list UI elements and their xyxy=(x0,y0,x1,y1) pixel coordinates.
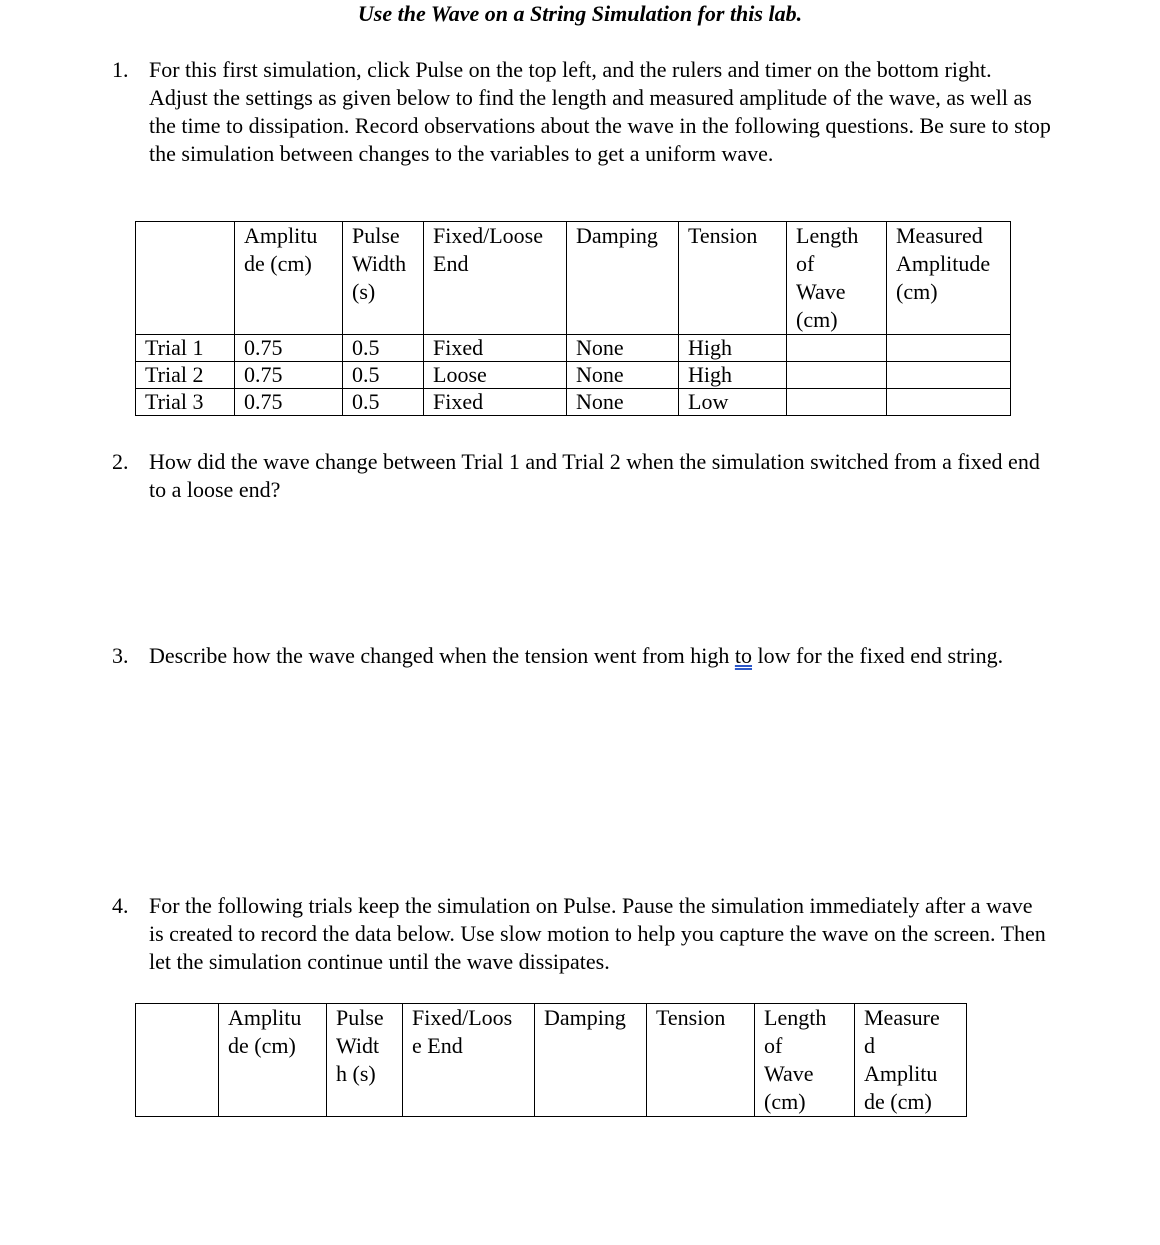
table-cell: 0.75 xyxy=(235,335,343,362)
header-cell: Amplitu de (cm) xyxy=(235,222,343,335)
table-cell[interactable] xyxy=(787,362,887,389)
header-cell: Measured Amplitude (cm) xyxy=(887,222,1011,335)
header-cell: Length of Wave (cm) xyxy=(787,222,887,335)
table-row xyxy=(136,389,1011,416)
table-cell: None xyxy=(567,335,679,362)
header-cell: Pulse Width (s) xyxy=(343,222,424,335)
question-number: 4. xyxy=(112,893,129,918)
row-label: Trial 2 xyxy=(136,362,235,389)
header-cell: Fixed/Loos e End xyxy=(403,1004,535,1117)
row-label: Trial 1 xyxy=(136,335,235,362)
table-cell[interactable] xyxy=(787,389,887,416)
table-cell: 0.5 xyxy=(343,362,424,389)
question-number: 3. xyxy=(112,643,129,668)
table-cell: 0.75 xyxy=(235,389,343,416)
table-cell: Fixed xyxy=(424,389,567,416)
question-number: 1. xyxy=(112,57,129,82)
question-4 xyxy=(112,892,1052,976)
table-cell[interactable] xyxy=(887,389,1011,416)
table-cell[interactable] xyxy=(787,335,887,362)
header-cell: Measure d Amplitu de (cm) xyxy=(855,1004,967,1117)
table-header-row xyxy=(136,222,1011,335)
table-cell: Loose xyxy=(424,362,567,389)
table-cell: 0.5 xyxy=(343,389,424,416)
table-cell: 0.75 xyxy=(235,362,343,389)
question-text-part: Describe how the wave changed when the tension went from high xyxy=(149,643,735,668)
page-title: Use the Wave on a String Simulation for this lab. xyxy=(357,1,803,26)
question-3 xyxy=(112,642,1052,670)
header-cell: Damping xyxy=(535,1004,647,1117)
question-number: 2. xyxy=(112,449,129,474)
table-cell: None xyxy=(567,389,679,416)
table-cell[interactable] xyxy=(887,362,1011,389)
question-text: For the following trials keep the simulation on Pulse. Pause the simulation immediately after a wave is created to record the data below. Use slow motion to help you capture the wave on the screen. Then let the simulation continue until the wave dissipates. xyxy=(149,893,1046,974)
row-label: Trial 3 xyxy=(136,389,235,416)
header-cell xyxy=(136,222,235,335)
header-cell: Amplitu de (cm) xyxy=(219,1004,327,1117)
table-cell: 0.5 xyxy=(343,335,424,362)
question-text-part: low for the fixed end string. xyxy=(752,643,1004,668)
header-cell: Damping xyxy=(567,222,679,335)
table-cell: None xyxy=(567,362,679,389)
table-row xyxy=(136,335,1011,362)
table-cell: Low xyxy=(679,389,787,416)
header-cell: Pulse Widt h (s) xyxy=(327,1004,403,1117)
table-header-row xyxy=(136,1004,967,1117)
header-cell: Tension xyxy=(679,222,787,335)
question-text: For this first simulation, click Pulse on the top left, and the rulers and timer on the bottom right. Adjust the settings as given below to find the length and measured amplitude of the wave, as well as the time to dissipation. Record observations about the wave in the following questions. Be sure to stop the simulation between changes to the variables to get a uniform wave. xyxy=(149,57,1051,166)
table-cell: Fixed xyxy=(424,335,567,362)
trials-table-1 xyxy=(135,221,1011,416)
header-cell xyxy=(136,1004,219,1117)
question-text: How did the wave change between Trial 1 and Trial 2 when the simulation switched from a fixed end to a loose end? xyxy=(149,449,1040,502)
table-cell: High xyxy=(679,362,787,389)
question-1 xyxy=(112,56,1052,168)
header-cell: Fixed/Loose End xyxy=(424,222,567,335)
table-cell: High xyxy=(679,335,787,362)
question-text xyxy=(149,642,1052,670)
spellcheck-underline: to xyxy=(734,643,753,668)
question-2 xyxy=(112,448,1052,504)
table-row xyxy=(136,362,1011,389)
trials-table-2 xyxy=(135,1003,967,1117)
header-cell: Tension xyxy=(647,1004,755,1117)
table-cell[interactable] xyxy=(887,335,1011,362)
header-cell: Length of Wave (cm) xyxy=(755,1004,855,1117)
